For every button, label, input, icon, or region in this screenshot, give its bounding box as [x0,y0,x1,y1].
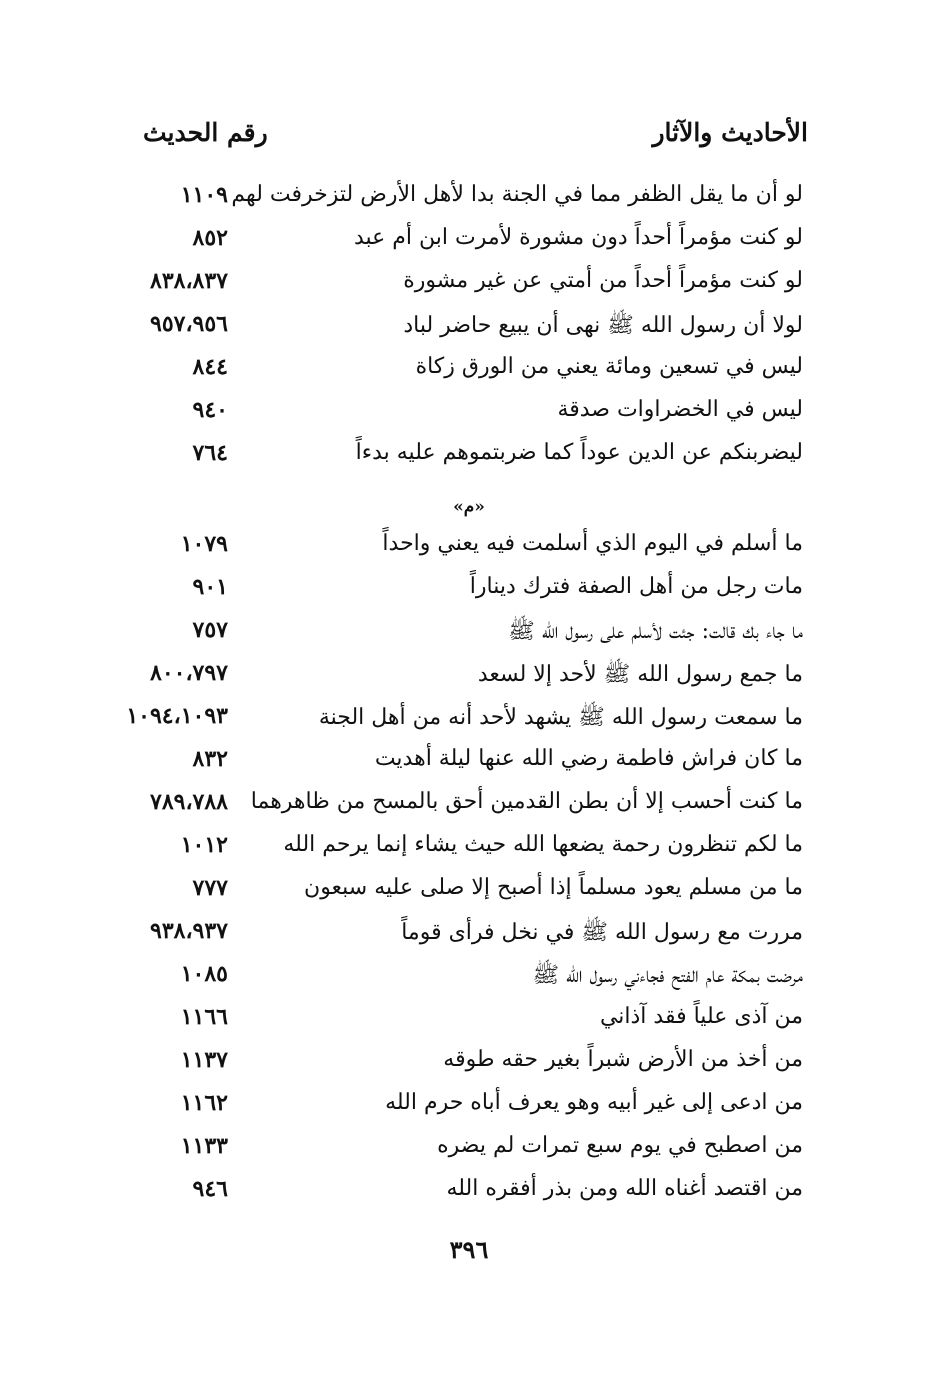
hadith-text: مات رجل من أهل الصفة فترك ديناراً [469,574,803,599]
list-item [0,264,938,307]
hadith-text: لو كنت مؤمراً أحداً دون مشورة لأمرت ابن أم عبد [354,225,803,250]
hadith-text: لو كنت مؤمراً أحداً من أمتي عن غير مشورة [403,268,803,293]
list-item [0,613,938,656]
hadith-number: ٨٠٠،٧٩٧ [150,660,228,686]
hadith-number: ١١٦٦ [180,1004,228,1030]
list-item [0,527,938,570]
hadith-text: من آذى علياً فقد آذاني [599,1004,803,1029]
hadith-text: لولا أن رسول الله ﷺ نهى أن يبيع حاضر لباد [403,313,803,338]
hadith-text: ما من مسلم يعود مسلماً إذا أصبح إلا صلى عليه سبعون [304,875,803,900]
hadith-number: ١١٣٣ [180,1133,228,1159]
list-item [0,1043,938,1086]
hadith-text: ليس في الخضراوات صدقة [557,397,803,422]
hadith-text: ليس في تسعين ومائة يعني من الورق زكاة [415,354,803,379]
hadith-text: مررت مع رسول الله ﷺ في نخل فرأى قوماً [401,920,803,945]
hadith-number: ٩٤٠ [192,397,228,423]
hadith-text: ما سمعت رسول الله ﷺ يشهد لأحد أنه من أهل الجنة [318,705,803,730]
hadith-number: ١٠٨٥ [180,961,228,987]
hadith-number: ١١٦٢ [180,1090,228,1116]
list-item [0,742,938,785]
hadith-text: ما جاء بك قالت: جئت لأسلم على رسول الله ﷺ [508,619,803,644]
list-item [0,1000,938,1043]
list-item [0,699,938,742]
page-number: ٣٩٦ [449,1235,489,1264]
list-item [0,1129,938,1172]
hadith-number: ٩٤٦ [192,1176,228,1202]
hadith-number: ٨٥٢ [192,225,228,251]
entries-group-mim [0,527,938,1215]
hadith-text: ما كان فراش فاطمة رضي الله عنها ليلة أهديت [374,746,803,771]
hadith-number: ٨٣٨،٨٣٧ [150,268,228,294]
hadith-number: ٧٥٧ [192,617,228,643]
hadith-text: من ادعى إلى غير أبيه وهو يعرف أباه حرم الله [385,1090,803,1115]
hadith-text: ما أسلم في اليوم الذي أسلمت فيه يعني واحداً [382,531,803,556]
hadith-text: لو أن ما يقل الظفر مما في الجنة بدا لأهل الأرض لتزخرفت لهم [231,182,803,207]
hadith-number: ٨٤٤ [192,354,228,380]
hadith-number: ١٠١٢ [180,832,228,858]
list-item [0,221,938,264]
hadith-text: ما جمع رسول الله ﷺ لأحد إلا لسعد [477,662,803,687]
list-item [0,871,938,914]
hadith-text: من اقتصد أغناه الله ومن بذر أفقره الله [446,1176,803,1201]
hadith-number: ١١٣٧ [180,1047,228,1073]
hadith-number: ٩٥٧،٩٥٦ [150,311,228,337]
entries-group-lam [0,178,938,479]
list-item [0,785,938,828]
list-item [0,914,938,957]
hadith-text: من أخذ من الأرض شبراً بغير حقه طوقه [443,1047,803,1072]
page-header [0,118,938,158]
list-item [0,307,938,350]
hadith-text: ليضربنكم عن الدين عوداً كما ضربتموهم عليه بدءاً [355,440,803,465]
hadith-text: ما كنت أحسب إلا أن بطن القدمين أحق بالمسح من ظاهرهما [250,789,803,814]
list-item [0,957,938,1000]
hadith-number: ١٠٩٤،١٠٩٣ [126,703,228,729]
number-column-title: رقم الحديث [143,118,268,147]
list-item [0,393,938,436]
list-item [0,436,938,479]
hadith-text: مرضت بمكة عام الفتح فجاءني رسول الله ﷺ [532,963,803,988]
list-item [0,1086,938,1129]
list-item [0,178,938,221]
hadith-number: ٩٠١ [192,574,228,600]
list-item [0,570,938,613]
list-item [0,828,938,871]
hadith-number: ٧٧٧ [192,875,228,901]
hadith-text: ما لكم تنظرون رحمة يضعها الله حيث يشاء إنما يرحم الله [283,832,803,857]
hadith-number: ٧٦٤ [192,440,228,466]
hadith-number: ١١٠٩ [180,182,228,208]
section-heading-mim: «م» [453,497,485,517]
list-item [0,656,938,699]
hadith-number: ١٠٧٩ [180,531,228,557]
hadith-number: ٩٣٨،٩٣٧ [150,918,228,944]
column-title: الأحاديث والآثار [652,118,808,147]
hadith-text: من اصطبح في يوم سبع تمرات لم يضره [437,1133,803,1158]
hadith-number: ٨٣٢ [192,746,228,772]
hadith-number: ٧٨٩،٧٨٨ [150,789,228,815]
list-item [0,350,938,393]
list-item [0,1172,938,1215]
